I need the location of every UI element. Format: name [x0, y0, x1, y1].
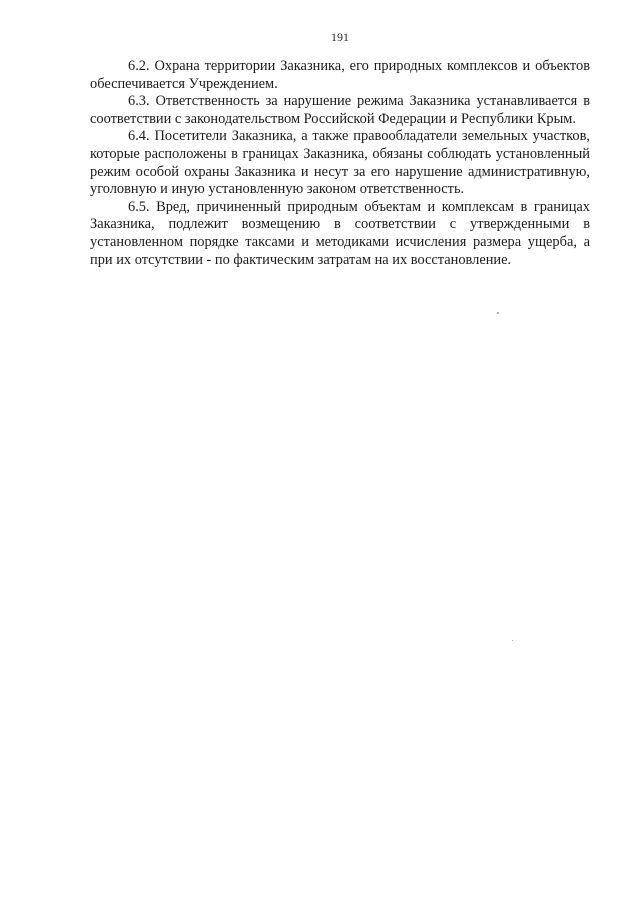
paragraph-6-2: 6.2. Охрана территории Заказника, его природных комплексов и объектов обеспечивается Учреждением. [90, 58, 590, 92]
scan-speck [497, 312, 499, 314]
paragraph-6-4: 6.4. Посетители Заказника, а также правообладатели земельных участков, которые расположены в границах Заказника, обязаны соблюдать установленный режим особой охраны Заказника и несут за его нарушение административную, уголовную и иную установленную законом ответственность. [90, 128, 590, 198]
paragraph-6-5: 6.5. Вред, причиненный природным объектам и комплексам в границах Заказника, подлежит возмещению в соответствии с утвержденными в установленном порядке таксами и методиками исчисления размера ущерба, а при их отсутствии - по фактическим затратам на их восстановление. [90, 198, 590, 268]
scan-speck [512, 640, 513, 641]
page-number: 191 [331, 30, 349, 44]
document-body [90, 58, 590, 269]
paragraph-6-3: 6.3. Ответственность за нарушение режима Заказника устанавливается в соответствии с законодательством Российской Федерации и Республики Крым. [90, 93, 590, 127]
